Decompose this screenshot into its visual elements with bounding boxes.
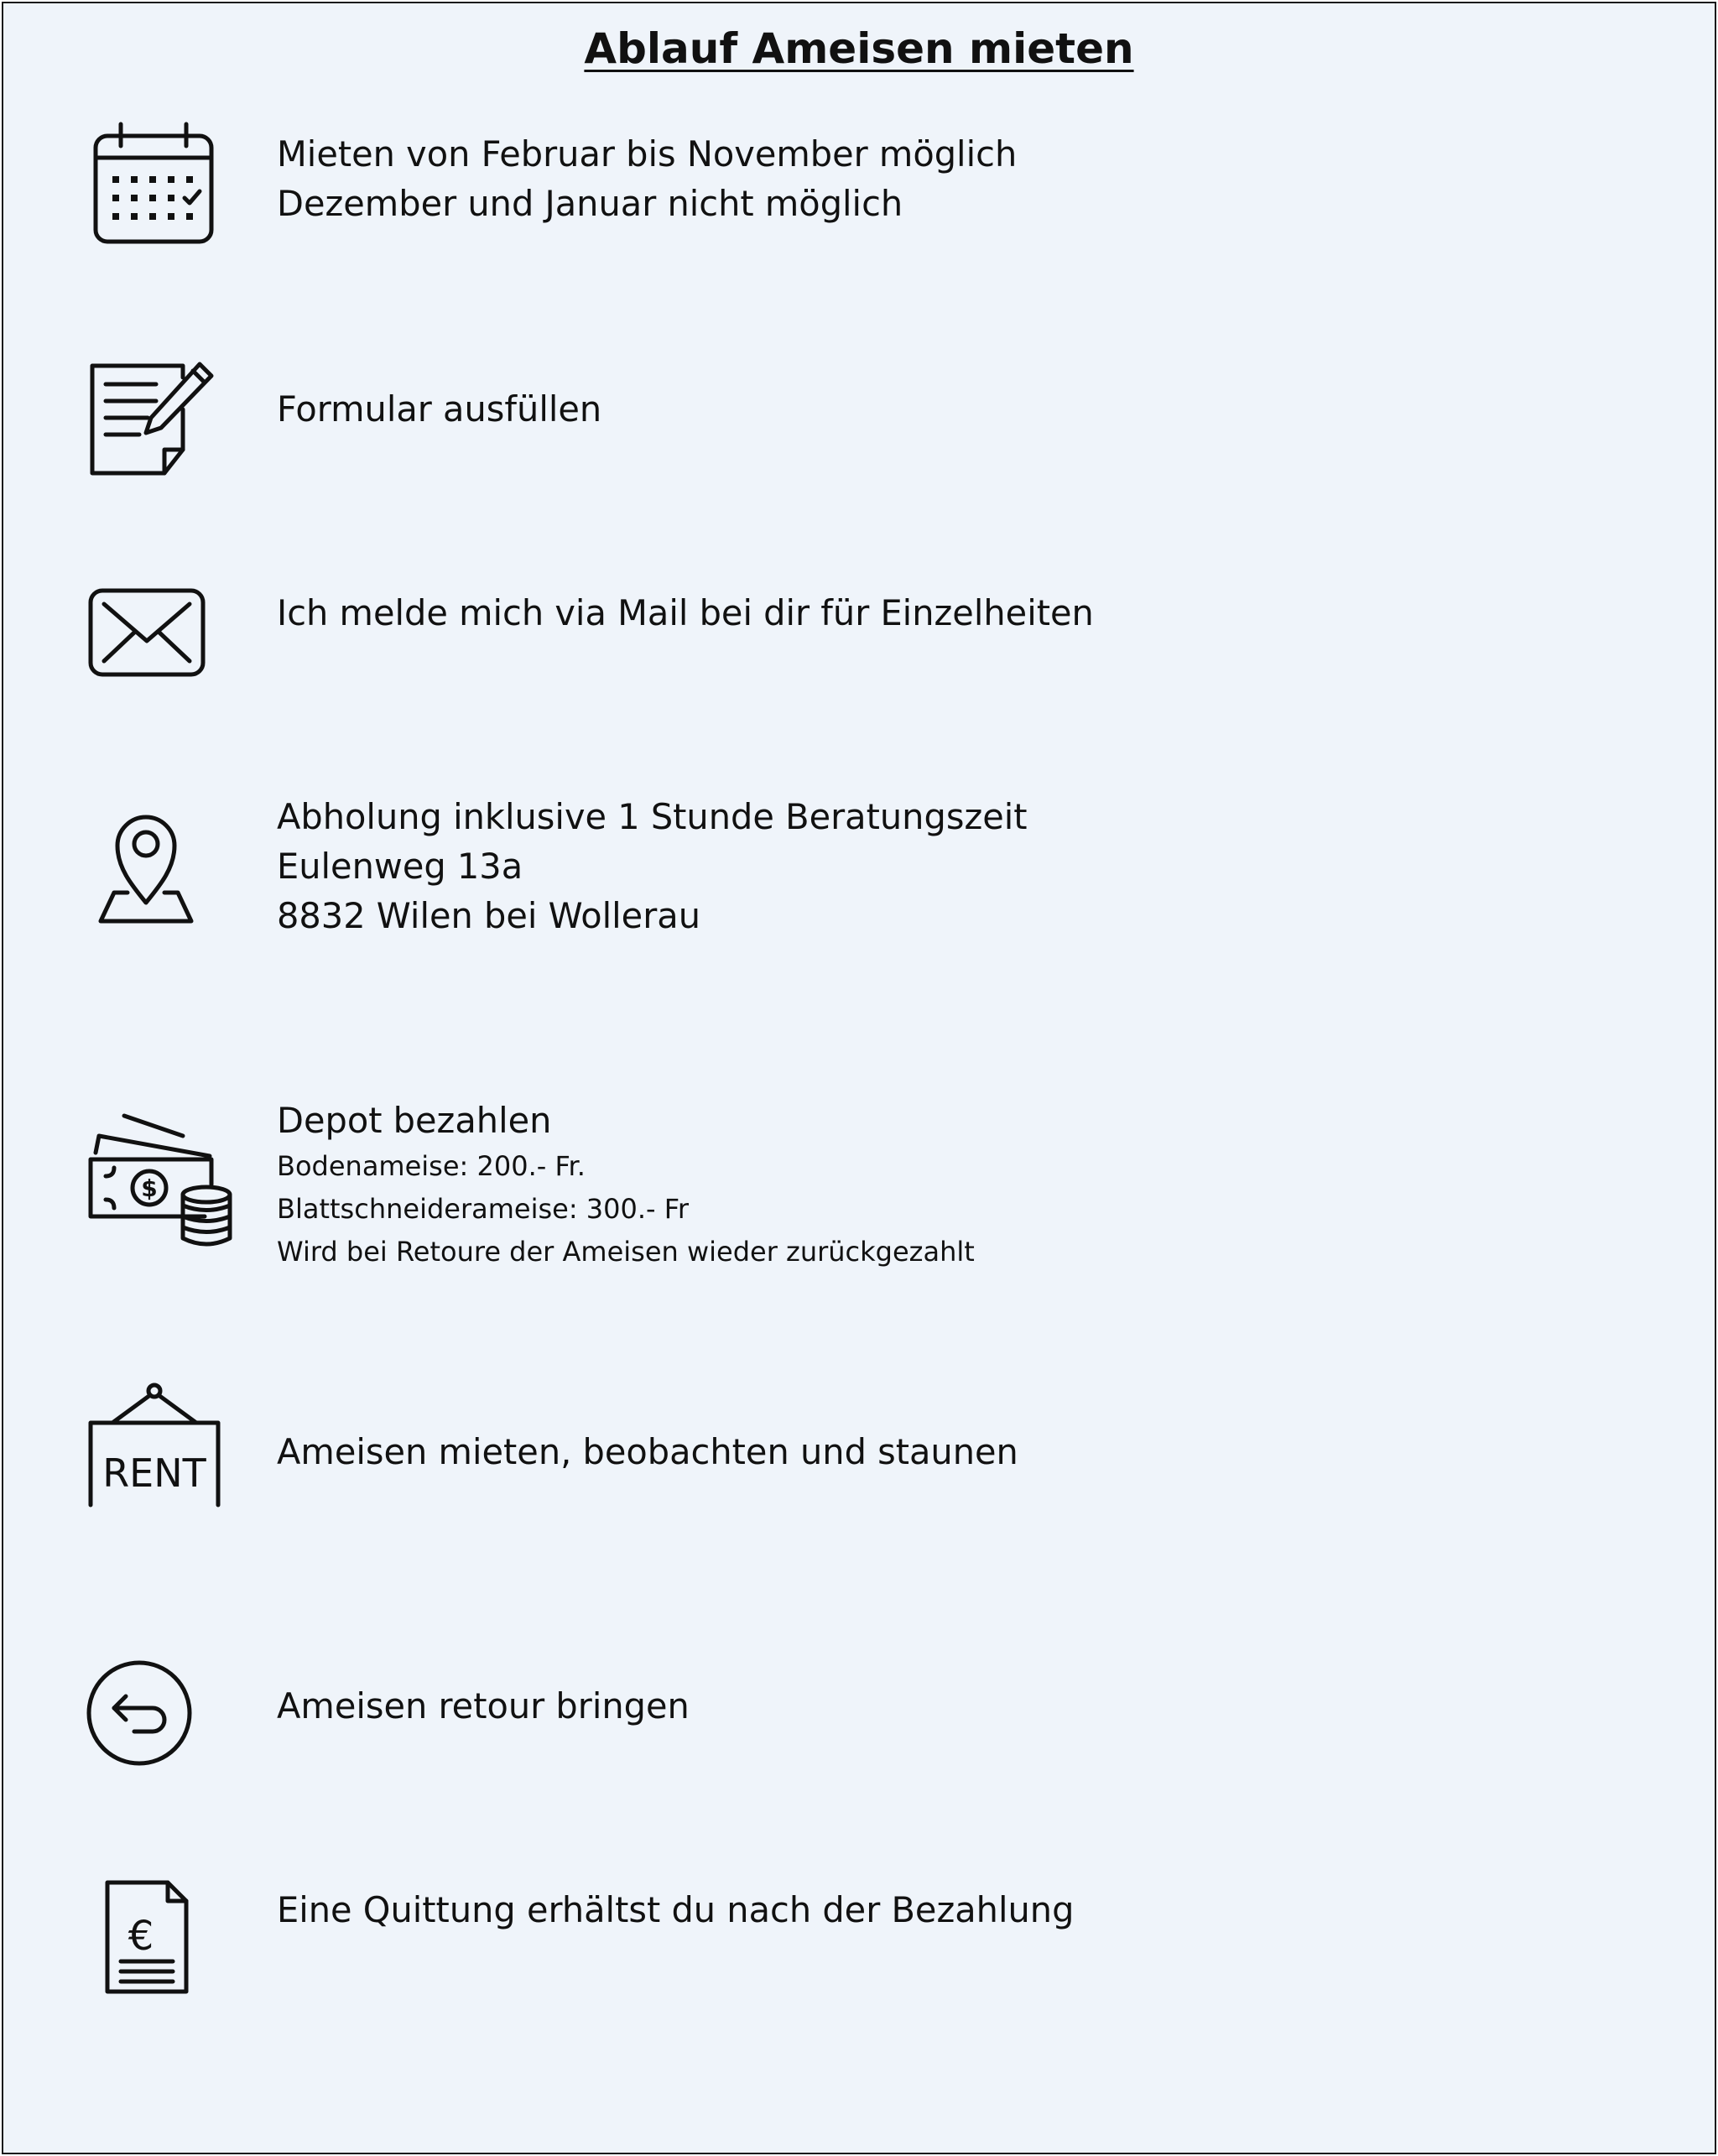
step-text-line: Formular ausfüllen <box>277 388 602 430</box>
step-pickup-text <box>277 792 1028 940</box>
mail-envelope-icon <box>87 587 206 678</box>
deposit-heading: Depot bezahlen <box>277 1100 552 1141</box>
step-text-line: Ich melde mich via Mail bei dir für Einzelheiten <box>277 592 1094 633</box>
rent-sign-text: RENT <box>102 1450 206 1496</box>
step-deposit-text <box>277 1096 975 1273</box>
rent-sign-icon <box>87 1383 221 1508</box>
map-pin-icon <box>97 807 195 924</box>
deposit-detail: Wird bei Retoure der Ameisen wieder zurückgezahlt <box>277 1236 975 1268</box>
calendar-icon <box>92 121 215 245</box>
step-text-line: Mieten von Februar bis November möglich <box>277 133 1018 174</box>
return-arrow-icon <box>86 1659 193 1767</box>
step-form-text <box>277 384 601 434</box>
step-text-line: Abholung inklusive 1 Stunde Beratungszeit <box>277 796 1028 837</box>
rental-process-sheet <box>2 2 1716 2154</box>
step-text-line: Ameisen retour bringen <box>277 1685 690 1726</box>
money-coins-icon <box>87 1112 235 1250</box>
step-return-text <box>277 1681 690 1731</box>
step-text-line: Dezember und Januar nicht möglich <box>277 183 903 224</box>
euro-receipt-icon <box>104 1879 190 1995</box>
step-calendar-text <box>277 129 1017 228</box>
step-text-line: Eulenweg 13a <box>277 846 523 887</box>
svg-text:$: $ <box>141 1174 158 1202</box>
step-mail-text <box>277 588 1094 638</box>
step-receipt-text <box>277 1885 1074 1935</box>
euro-symbol: € <box>128 1913 154 1960</box>
deposit-detail: Bodenameise: 200.- Fr. <box>277 1150 586 1182</box>
step-text-line: Ameisen mieten, beobachten und staunen <box>277 1431 1018 1472</box>
deposit-detail: Blattschneiderameise: 300.- Fr <box>277 1193 689 1225</box>
step-text-line: 8832 Wilen bei Wollerau <box>277 895 700 936</box>
page-title: Ablauf Ameisen mieten <box>584 24 1134 73</box>
step-text-line: Eine Quittung erhältst du nach der Bezahlung <box>277 1889 1075 1930</box>
form-pencil-icon <box>89 359 215 477</box>
step-rent-text <box>277 1427 1018 1476</box>
